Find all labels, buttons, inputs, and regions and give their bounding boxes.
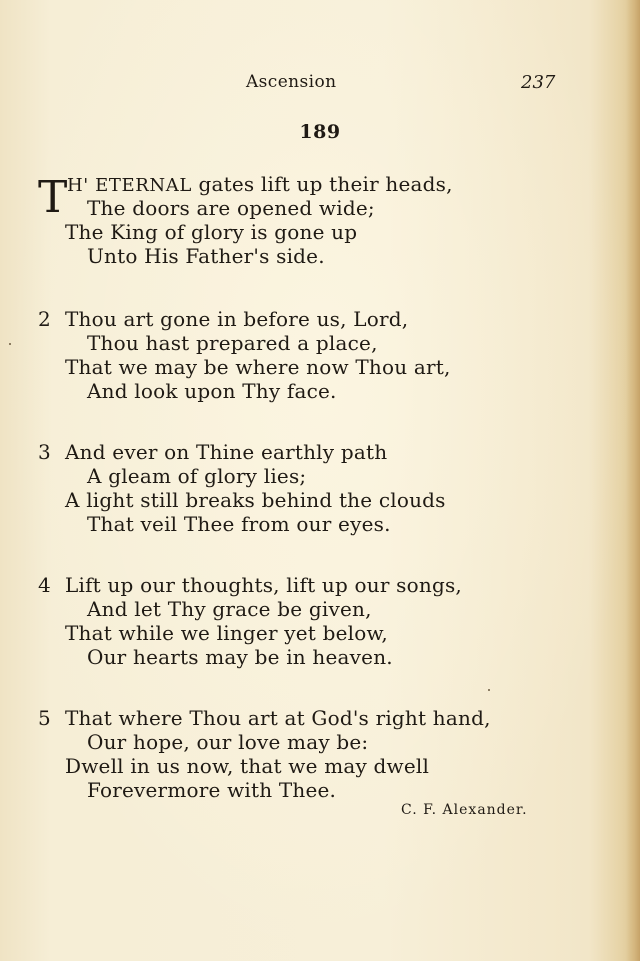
stanza-line xyxy=(38,597,578,621)
line-text: Lift up our thoughts, lift up our songs, xyxy=(65,573,462,597)
stanza-line xyxy=(38,220,578,244)
stanza-5 xyxy=(38,706,578,802)
line-text: That while we linger yet below, xyxy=(65,621,388,645)
stanza-line xyxy=(38,778,578,802)
line-text: That we may be where now Thou art, xyxy=(65,355,451,379)
line-text: Thou hast prepared a place, xyxy=(87,331,378,355)
stanza-line xyxy=(38,307,578,331)
stanza-4 xyxy=(38,573,578,669)
stanza-line xyxy=(38,379,578,403)
line-text: Dwell in us now, that we may dwell xyxy=(65,754,430,778)
line-text: A gleam of glory lies; xyxy=(87,464,307,488)
line-text: Our hope, our love may be: xyxy=(87,730,369,754)
page-edge xyxy=(626,0,640,961)
line-text: That where Thou art at God's right hand, xyxy=(65,706,491,730)
hymn-number: 189 xyxy=(299,121,341,143)
first-line xyxy=(67,172,453,198)
paper-speck xyxy=(488,689,490,691)
line-text: And look upon Thy face. xyxy=(87,379,337,403)
stanza-line xyxy=(38,355,578,379)
section-title: Ascension xyxy=(246,72,337,92)
stanza-line xyxy=(38,440,578,464)
line-text: A light still breaks behind the clouds xyxy=(65,488,446,512)
stanza-line xyxy=(38,488,578,512)
stanza-3 xyxy=(38,440,578,536)
line-text: And ever on Thine earthly path xyxy=(65,440,388,464)
stanza-number: 4 xyxy=(38,573,51,597)
stanza-line xyxy=(38,331,578,355)
stanza-number: 3 xyxy=(38,440,51,464)
stanza-line xyxy=(38,621,578,645)
first-line-text: gates lift up their heads, xyxy=(191,172,453,196)
line-text: The King of glory is gone up xyxy=(65,220,358,244)
stanza-line xyxy=(38,706,578,730)
stanza-1 xyxy=(38,172,578,268)
author-attribution: C. F. Alexander. xyxy=(401,802,528,818)
stanza-line xyxy=(38,645,578,669)
stanza-line xyxy=(38,244,578,268)
line-text: That veil Thee from our eyes. xyxy=(87,512,391,536)
running-head xyxy=(0,72,640,98)
stanza-2 xyxy=(38,307,578,403)
line-text: The doors are opened wide; xyxy=(87,196,375,220)
stanza-line xyxy=(38,573,578,597)
line-text: Thou art gone in before us, Lord, xyxy=(65,307,409,331)
line-text: Forevermore with Thee. xyxy=(87,778,337,802)
paper-speck xyxy=(9,343,11,345)
stanza-line xyxy=(38,512,578,536)
stanza-line xyxy=(38,196,578,220)
page-number: 237 xyxy=(521,72,556,93)
first-line-caps: H' ETERNAL xyxy=(67,175,192,196)
line-text: And let Thy grace be given, xyxy=(87,597,372,621)
line-text: Unto His Father's side. xyxy=(87,244,325,268)
stanza-number: 2 xyxy=(38,307,51,331)
stanza-number: 5 xyxy=(38,706,51,730)
drop-cap: T xyxy=(38,172,68,223)
stanza-line xyxy=(38,464,578,488)
stanza-line xyxy=(38,730,578,754)
stanza-line xyxy=(38,754,578,778)
line-text: Our hearts may be in heaven. xyxy=(87,645,393,669)
